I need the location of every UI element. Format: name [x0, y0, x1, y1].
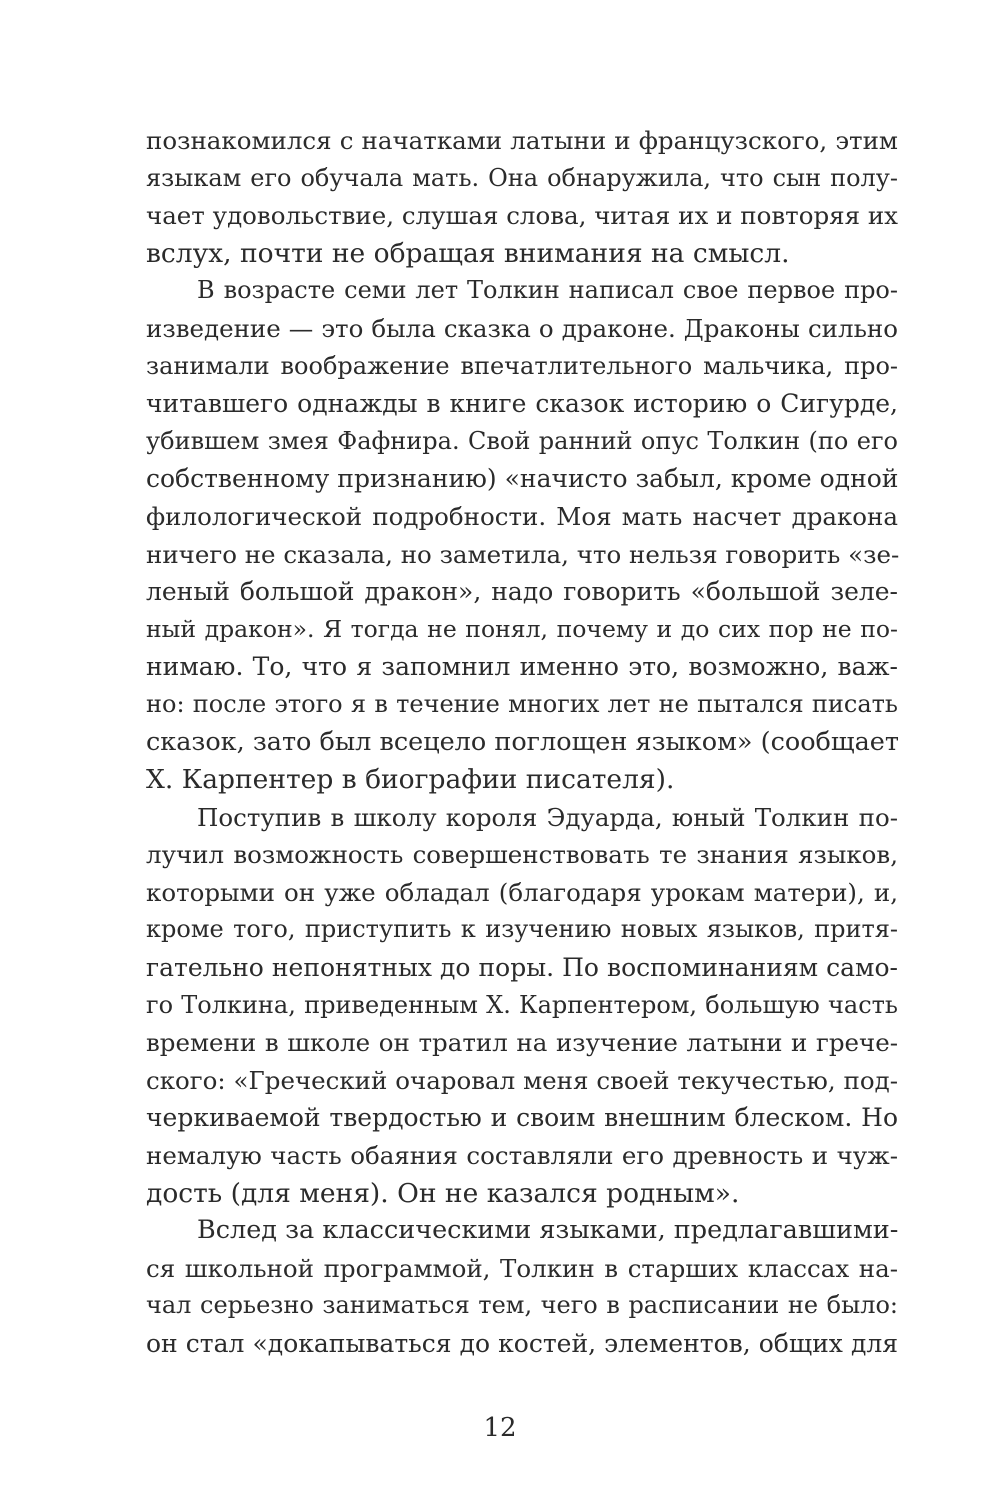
text-line: убившем змея Фафнира. Свой ранний опус Толкин (по его	[146, 426, 898, 455]
text-line: времени в школе он тратил на изучение латыни и грече-	[146, 1028, 898, 1058]
text-line: которыми он уже обладал (благодаря урокам матери), и,	[146, 877, 898, 907]
text-line: дость (для меня). Он не казался родным».	[146, 1177, 740, 1209]
text-line: В возрасте семи лет Толкин написал свое первое про-	[197, 276, 898, 305]
text-line: он стал «докапываться до костей, элементов, общих для	[146, 1329, 898, 1358]
text-line: собственному признанию) «начисто забыл, кроме одной	[146, 464, 899, 494]
text-line: Поступив в школу короля Эдуарда, юный Толкин по-	[197, 802, 898, 832]
text-line: нимаю. То, что я запомнил именно это, возможно, важ-	[146, 652, 898, 682]
text-line: кроме того, приступить к изучению новых языков, притя-	[146, 915, 898, 944]
text-line: ся школьной программой, Толкин в старших классах на-	[146, 1253, 898, 1283]
text-line: Х. Карпентер в биографии писателя).	[146, 764, 675, 796]
text-line: изведение — это была сказка о драконе. Драконы сильно	[146, 313, 898, 343]
text-line: познакомился с начатками латыни и французского, этим	[146, 126, 898, 155]
text-line: немалую часть обаяния составляли его древность и чуж-	[146, 1141, 898, 1171]
page-number: 12	[483, 1413, 517, 1443]
text-line: черкиваемой твердостью и своим внешним блеском. Но	[146, 1103, 898, 1133]
text-line: вслух, почти не обращая внимания на смысл.	[146, 237, 790, 269]
text-line: языкам его обучала мать. Она обнаружила, что сын полу-	[146, 163, 898, 192]
text-line: читавшего однажды в книге сказок историю о Сигурде,	[146, 389, 898, 419]
text-line: чает удовольствие, слушая слова, читая их и повторяя их	[146, 201, 898, 231]
text-line: но: после этого я в течение многих лет не пытался писать	[146, 689, 898, 718]
text-line: гательно непонятных до поры. По воспоминаниям само-	[146, 953, 898, 983]
text-line: ского: «Греческий очаровал меня своей текучестью, под-	[146, 1065, 898, 1095]
text-line: ный дракон». Я тогда не понял, почему и до сих пор не по-	[146, 614, 898, 643]
text-line: Вслед за классическими языками, предлагавшими-	[197, 1215, 899, 1246]
text-line: лучил возможность совершенствовать те знания языков,	[146, 840, 898, 870]
text-line: леный большой дракон», надо говорить «большой зеле-	[146, 577, 898, 607]
text-line: занимали воображение впечатлительного мальчика, про-	[146, 351, 898, 380]
text-line: чал серьезно заниматься тем, чего в расписании не было:	[146, 1291, 898, 1320]
body-text	[146, 122, 898, 1363]
text-line: го Толкина, приведенным Х. Карпентером, большую часть	[146, 990, 898, 1019]
text-line: филологической подробности. Моя мать насчет дракона	[146, 501, 898, 531]
text-line: сказок, зато был всецело поглощен языком» (сообщает	[146, 726, 900, 757]
text-line: ничего не сказала, но заметила, что нельзя говорить «зе-	[146, 539, 900, 569]
